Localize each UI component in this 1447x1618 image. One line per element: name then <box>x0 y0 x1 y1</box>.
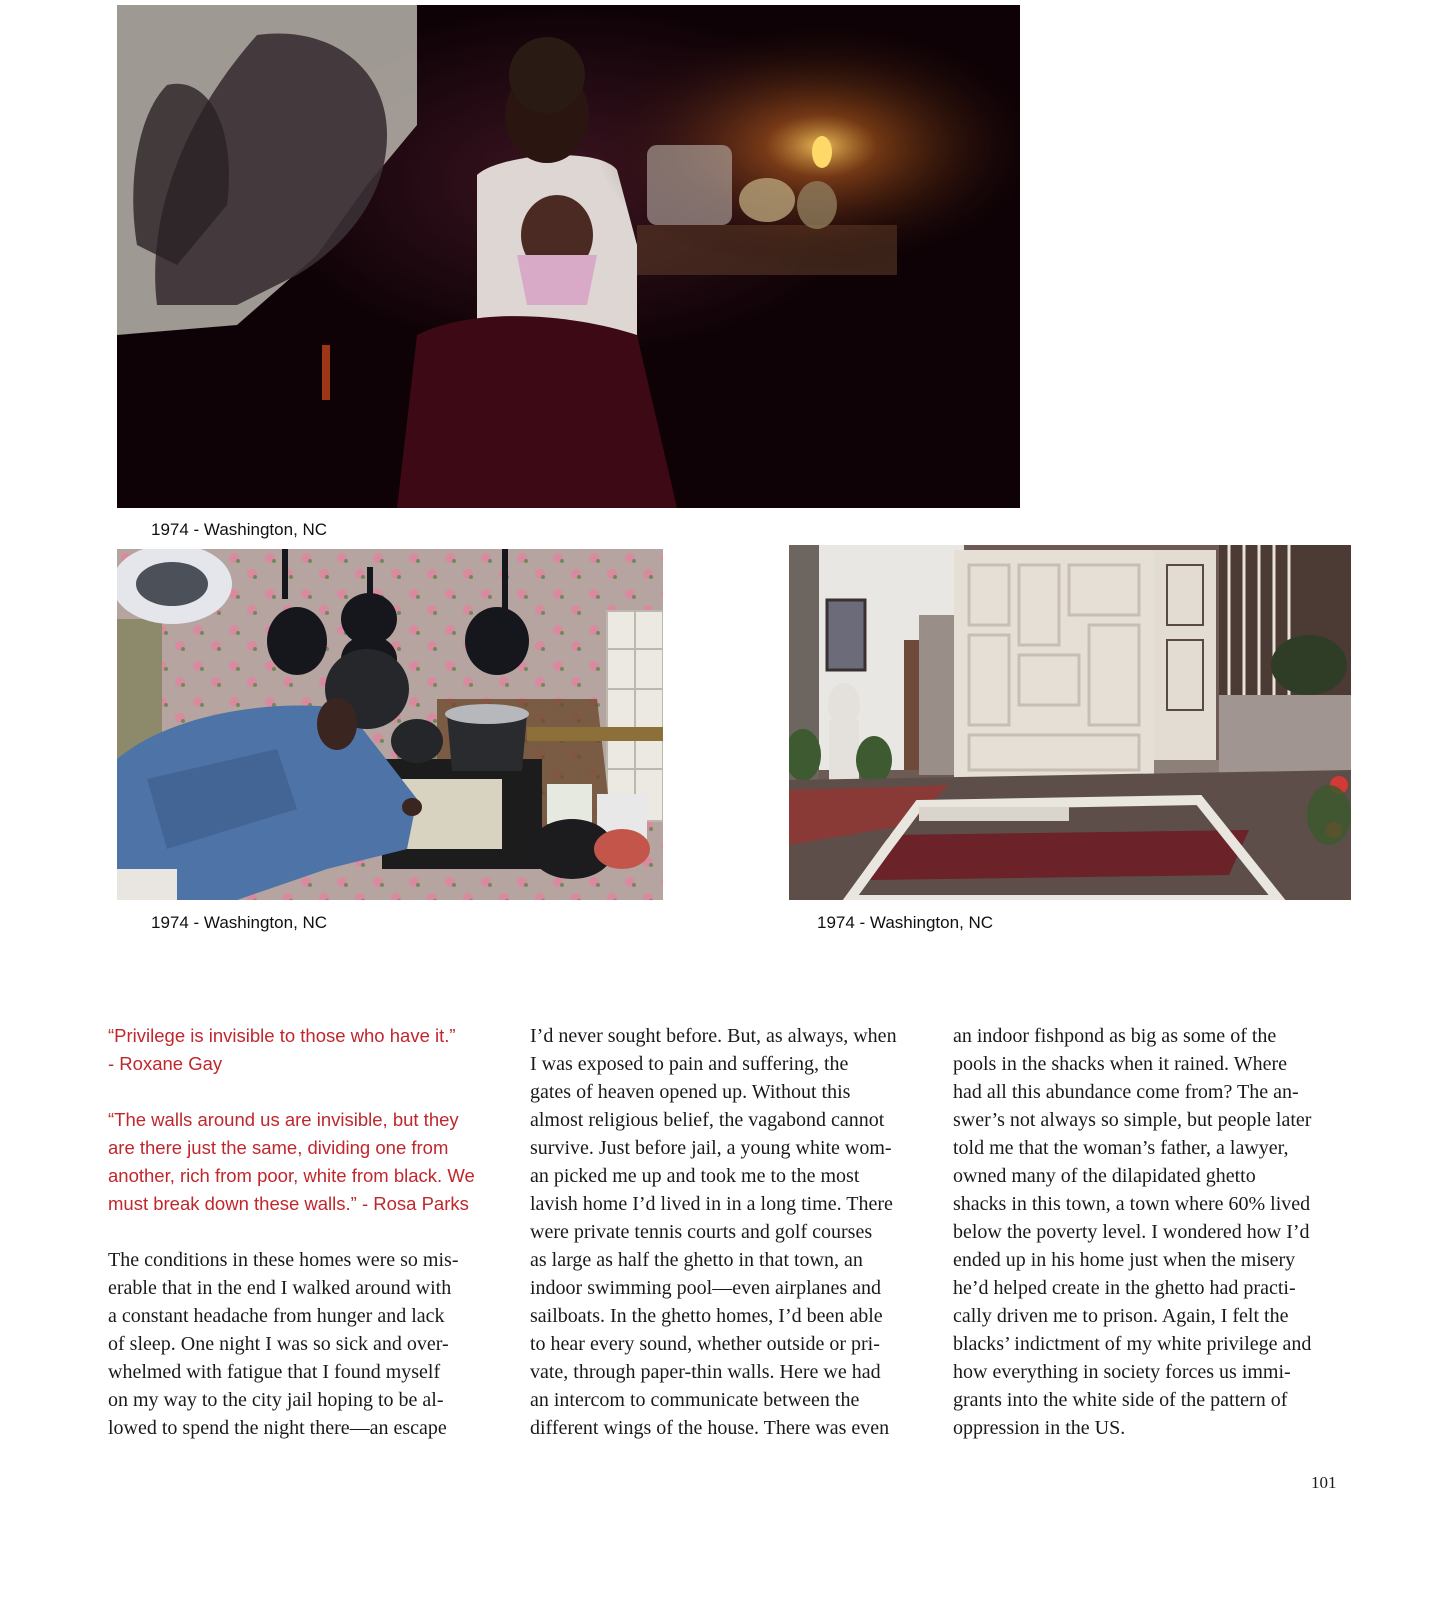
quote-line: are there just the same, dividing one from <box>108 1137 449 1158</box>
quote-line: another, rich from poor, white from black. We <box>108 1165 475 1186</box>
text-line: on my way to the city jail hoping to be al- <box>108 1389 444 1411</box>
photo-caption: 1974 - Washington, NC <box>151 913 328 932</box>
text-line: cally driven me to prison. Again, I felt the <box>953 1305 1289 1327</box>
quote-rosa-parks <box>108 1106 510 1218</box>
text-line: as large as half the ghetto in that town, an <box>530 1249 863 1271</box>
text-line: of sleep. One night I was so sick and over- <box>108 1333 449 1355</box>
text-line: indoor swimming pool—even airplanes and <box>530 1277 882 1299</box>
text-line: swer’s not always so simple, but people later <box>953 1109 1312 1131</box>
quote-roxane-gay <box>108 1022 510 1078</box>
photo-woman-with-baby <box>117 5 1020 508</box>
text-line: lavish home I’d lived in in a long time. There <box>530 1193 893 1215</box>
photo-caption: 1974 - Washington, NC <box>151 520 328 539</box>
text-line: below the poverty level. I wondered how I’d <box>953 1221 1310 1243</box>
body-paragraph <box>108 1246 510 1442</box>
text-line: erable that in the end I walked around with <box>108 1277 452 1299</box>
text-line: told me that the woman’s father, a lawyer, <box>953 1137 1289 1159</box>
photo-man-at-stove <box>117 549 663 900</box>
text-line: an indoor fishpond as big as some of the <box>953 1025 1277 1047</box>
text-line: how everything in society forces us immi- <box>953 1361 1291 1383</box>
text-line: survive. Just before jail, a young white wom- <box>530 1137 892 1159</box>
text-line: grants into the white side of the pattern of <box>953 1389 1288 1411</box>
body-paragraph <box>530 1022 932 1442</box>
text-line: a constant headache from hunger and lack <box>108 1305 445 1327</box>
text-column-1 <box>108 1022 510 1442</box>
text-line: an intercom to communicate between the <box>530 1389 860 1411</box>
text-line: shacks in this town, a town where 60% lived <box>953 1193 1311 1215</box>
photo-caption: 1974 - Washington, NC <box>817 913 994 932</box>
text-line: sailboats. In the ghetto homes, I’d been able <box>530 1305 883 1327</box>
text-line: ended up in his home just when the misery <box>953 1249 1296 1271</box>
text-line: almost religious belief, the vagabond cannot <box>530 1109 885 1131</box>
text-line: I’d never sought before. But, as always, when <box>530 1025 897 1047</box>
text-line: owned many of the dilapidated ghetto <box>953 1165 1256 1187</box>
text-line: an picked me up and took me to the most <box>530 1165 860 1187</box>
text-line: oppression in the US. <box>953 1417 1126 1439</box>
text-line: lowed to spend the night there—an escape <box>108 1417 447 1439</box>
text-line: were private tennis courts and golf courses <box>530 1221 873 1243</box>
text-line: pools in the shacks when it rained. Where <box>953 1053 1287 1075</box>
text-line: different wings of the house. There was even <box>530 1417 890 1439</box>
body-paragraph <box>953 1022 1355 1442</box>
text-line: blacks’ indictment of my white privilege and <box>953 1333 1312 1355</box>
text-column-3 <box>953 1022 1355 1442</box>
text-line: vate, through paper-thin walls. Here we had <box>530 1361 881 1383</box>
text-line: The conditions in these homes were so mis- <box>108 1249 459 1271</box>
text-line: had all this abundance come from? The an- <box>953 1081 1299 1103</box>
photo-lavish-interior <box>789 545 1351 900</box>
text-column-2 <box>530 1022 932 1442</box>
text-line: gates of heaven opened up. Without this <box>530 1081 851 1103</box>
text-line: he’d helped create in the ghetto had practi- <box>953 1277 1296 1299</box>
page-number: 101 <box>1311 1473 1337 1492</box>
quote-line: must break down these walls.” - Rosa Parks <box>108 1193 469 1214</box>
text-line: to hear every sound, whether outside or pri- <box>530 1333 880 1355</box>
quote-line: “Privilege is invisible to those who have it.” <box>108 1025 456 1046</box>
quote-line: “The walls around us are invisible, but they <box>108 1109 459 1130</box>
quote-attribution: - Roxane Gay <box>108 1053 223 1074</box>
text-line: I was exposed to pain and suffering, the <box>530 1053 849 1075</box>
text-line: whelmed with fatigue that I found myself <box>108 1361 441 1383</box>
